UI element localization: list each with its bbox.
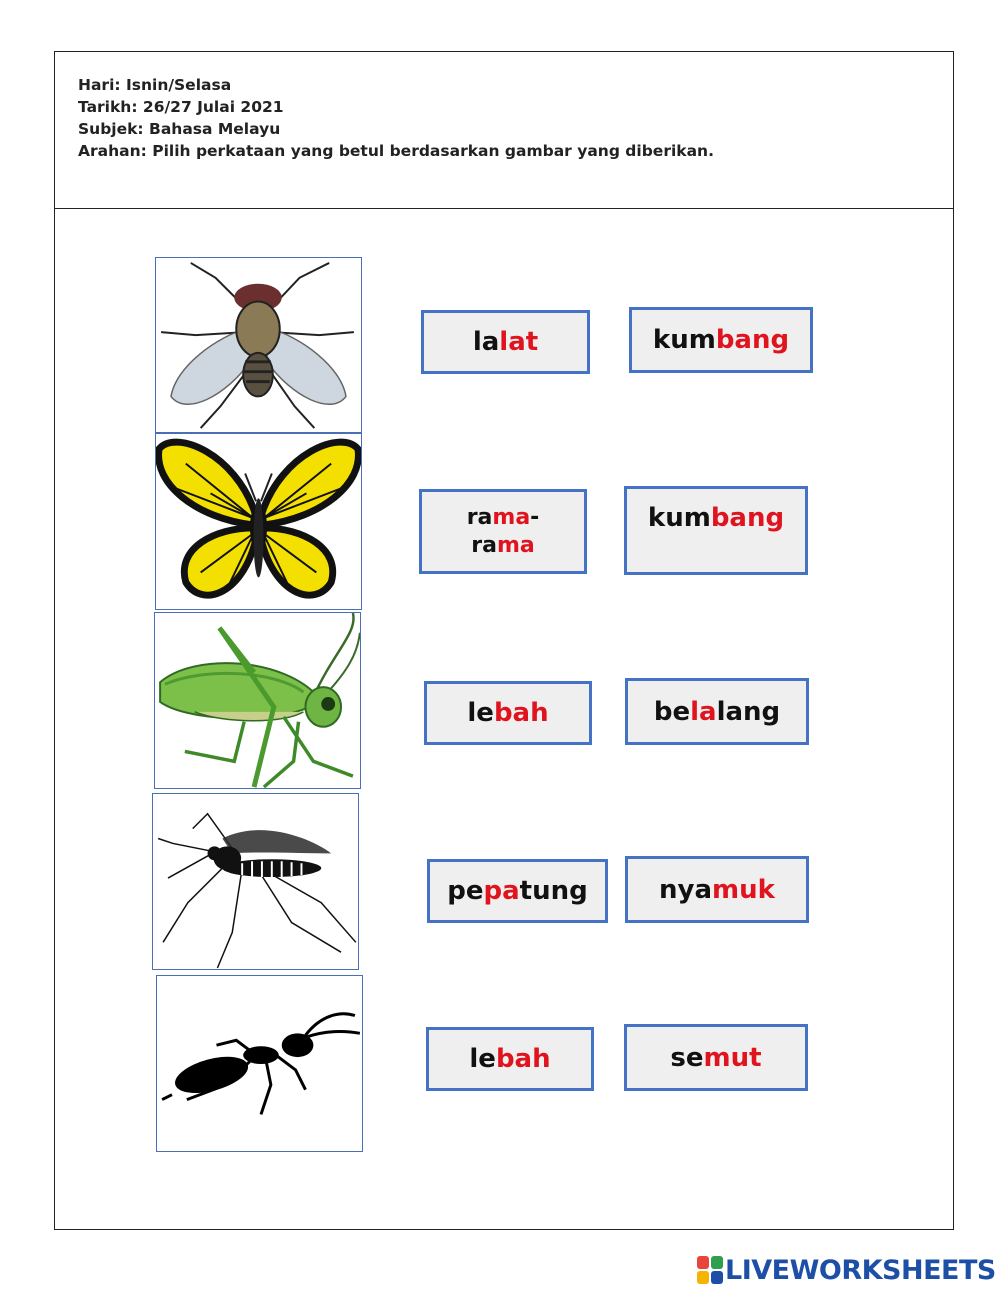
logo-text: LIVEWORKSHEETS (725, 1254, 996, 1286)
word-highlight: la (690, 696, 717, 727)
mosquito-picture (152, 793, 359, 970)
word-highlight: ma (492, 504, 531, 530)
word-highlight: mut (703, 1042, 762, 1073)
word-tail: - (530, 504, 540, 530)
word-plain: nya (659, 874, 713, 905)
word-highlight: ma (496, 532, 535, 558)
liveworksheets-logo (697, 1254, 996, 1286)
word-plain: kum (652, 325, 716, 355)
word-highlight: bang (710, 503, 785, 533)
logo-badge-icon (697, 1256, 723, 1284)
answer-option-pepatung[interactable] (427, 859, 608, 923)
word-plain: la (472, 327, 500, 357)
answer-option-lebah[interactable] (424, 681, 592, 745)
answer-option-rama-rama[interactable] (419, 489, 587, 574)
butterfly-picture (155, 433, 362, 610)
fly-picture (155, 257, 362, 433)
worksheet-header (78, 74, 714, 162)
answer-option-kumbang[interactable] (629, 307, 813, 373)
answer-option-lalat[interactable] (421, 310, 590, 374)
answer-option-kumbang-2[interactable] (624, 486, 808, 575)
word-line-2 (471, 532, 534, 560)
instruction-label: Arahan: Pilih perkataan yang betul berdasarkan gambar yang diberikan. (78, 142, 714, 160)
answer-option-semut[interactable] (624, 1024, 808, 1091)
word-plain: se (670, 1042, 704, 1073)
date-label: Tarikh: 26/27 Julai 2021 (78, 98, 284, 116)
word-highlight: muk (712, 874, 775, 905)
word-tail: tung (519, 876, 588, 906)
grasshopper-picture (154, 612, 361, 789)
word-plain: le (469, 1044, 496, 1074)
word-plain: be (653, 696, 691, 727)
word-plain: ra (466, 504, 493, 530)
word-highlight: pa (483, 876, 520, 906)
subject-label: Subjek: Bahasa Melayu (78, 120, 281, 138)
word-plain: pe (447, 876, 484, 906)
answer-option-belalang[interactable] (625, 678, 809, 745)
word-highlight: lat (499, 327, 539, 357)
word-highlight: bang (715, 325, 790, 355)
word-highlight: bah (493, 698, 549, 728)
word-plain: le (467, 698, 494, 728)
answer-option-lebah-2[interactable] (426, 1027, 594, 1091)
word-plain: kum (647, 503, 711, 533)
word-highlight: bah (495, 1044, 551, 1074)
word-line-1 (467, 504, 540, 532)
ant-picture (156, 975, 363, 1152)
day-label: Hari: Isnin/Selasa (78, 76, 232, 94)
header-divider (54, 208, 954, 209)
word-tail: lang (716, 696, 781, 727)
word-plain: ra (471, 532, 497, 558)
answer-option-nyamuk[interactable] (625, 856, 809, 923)
